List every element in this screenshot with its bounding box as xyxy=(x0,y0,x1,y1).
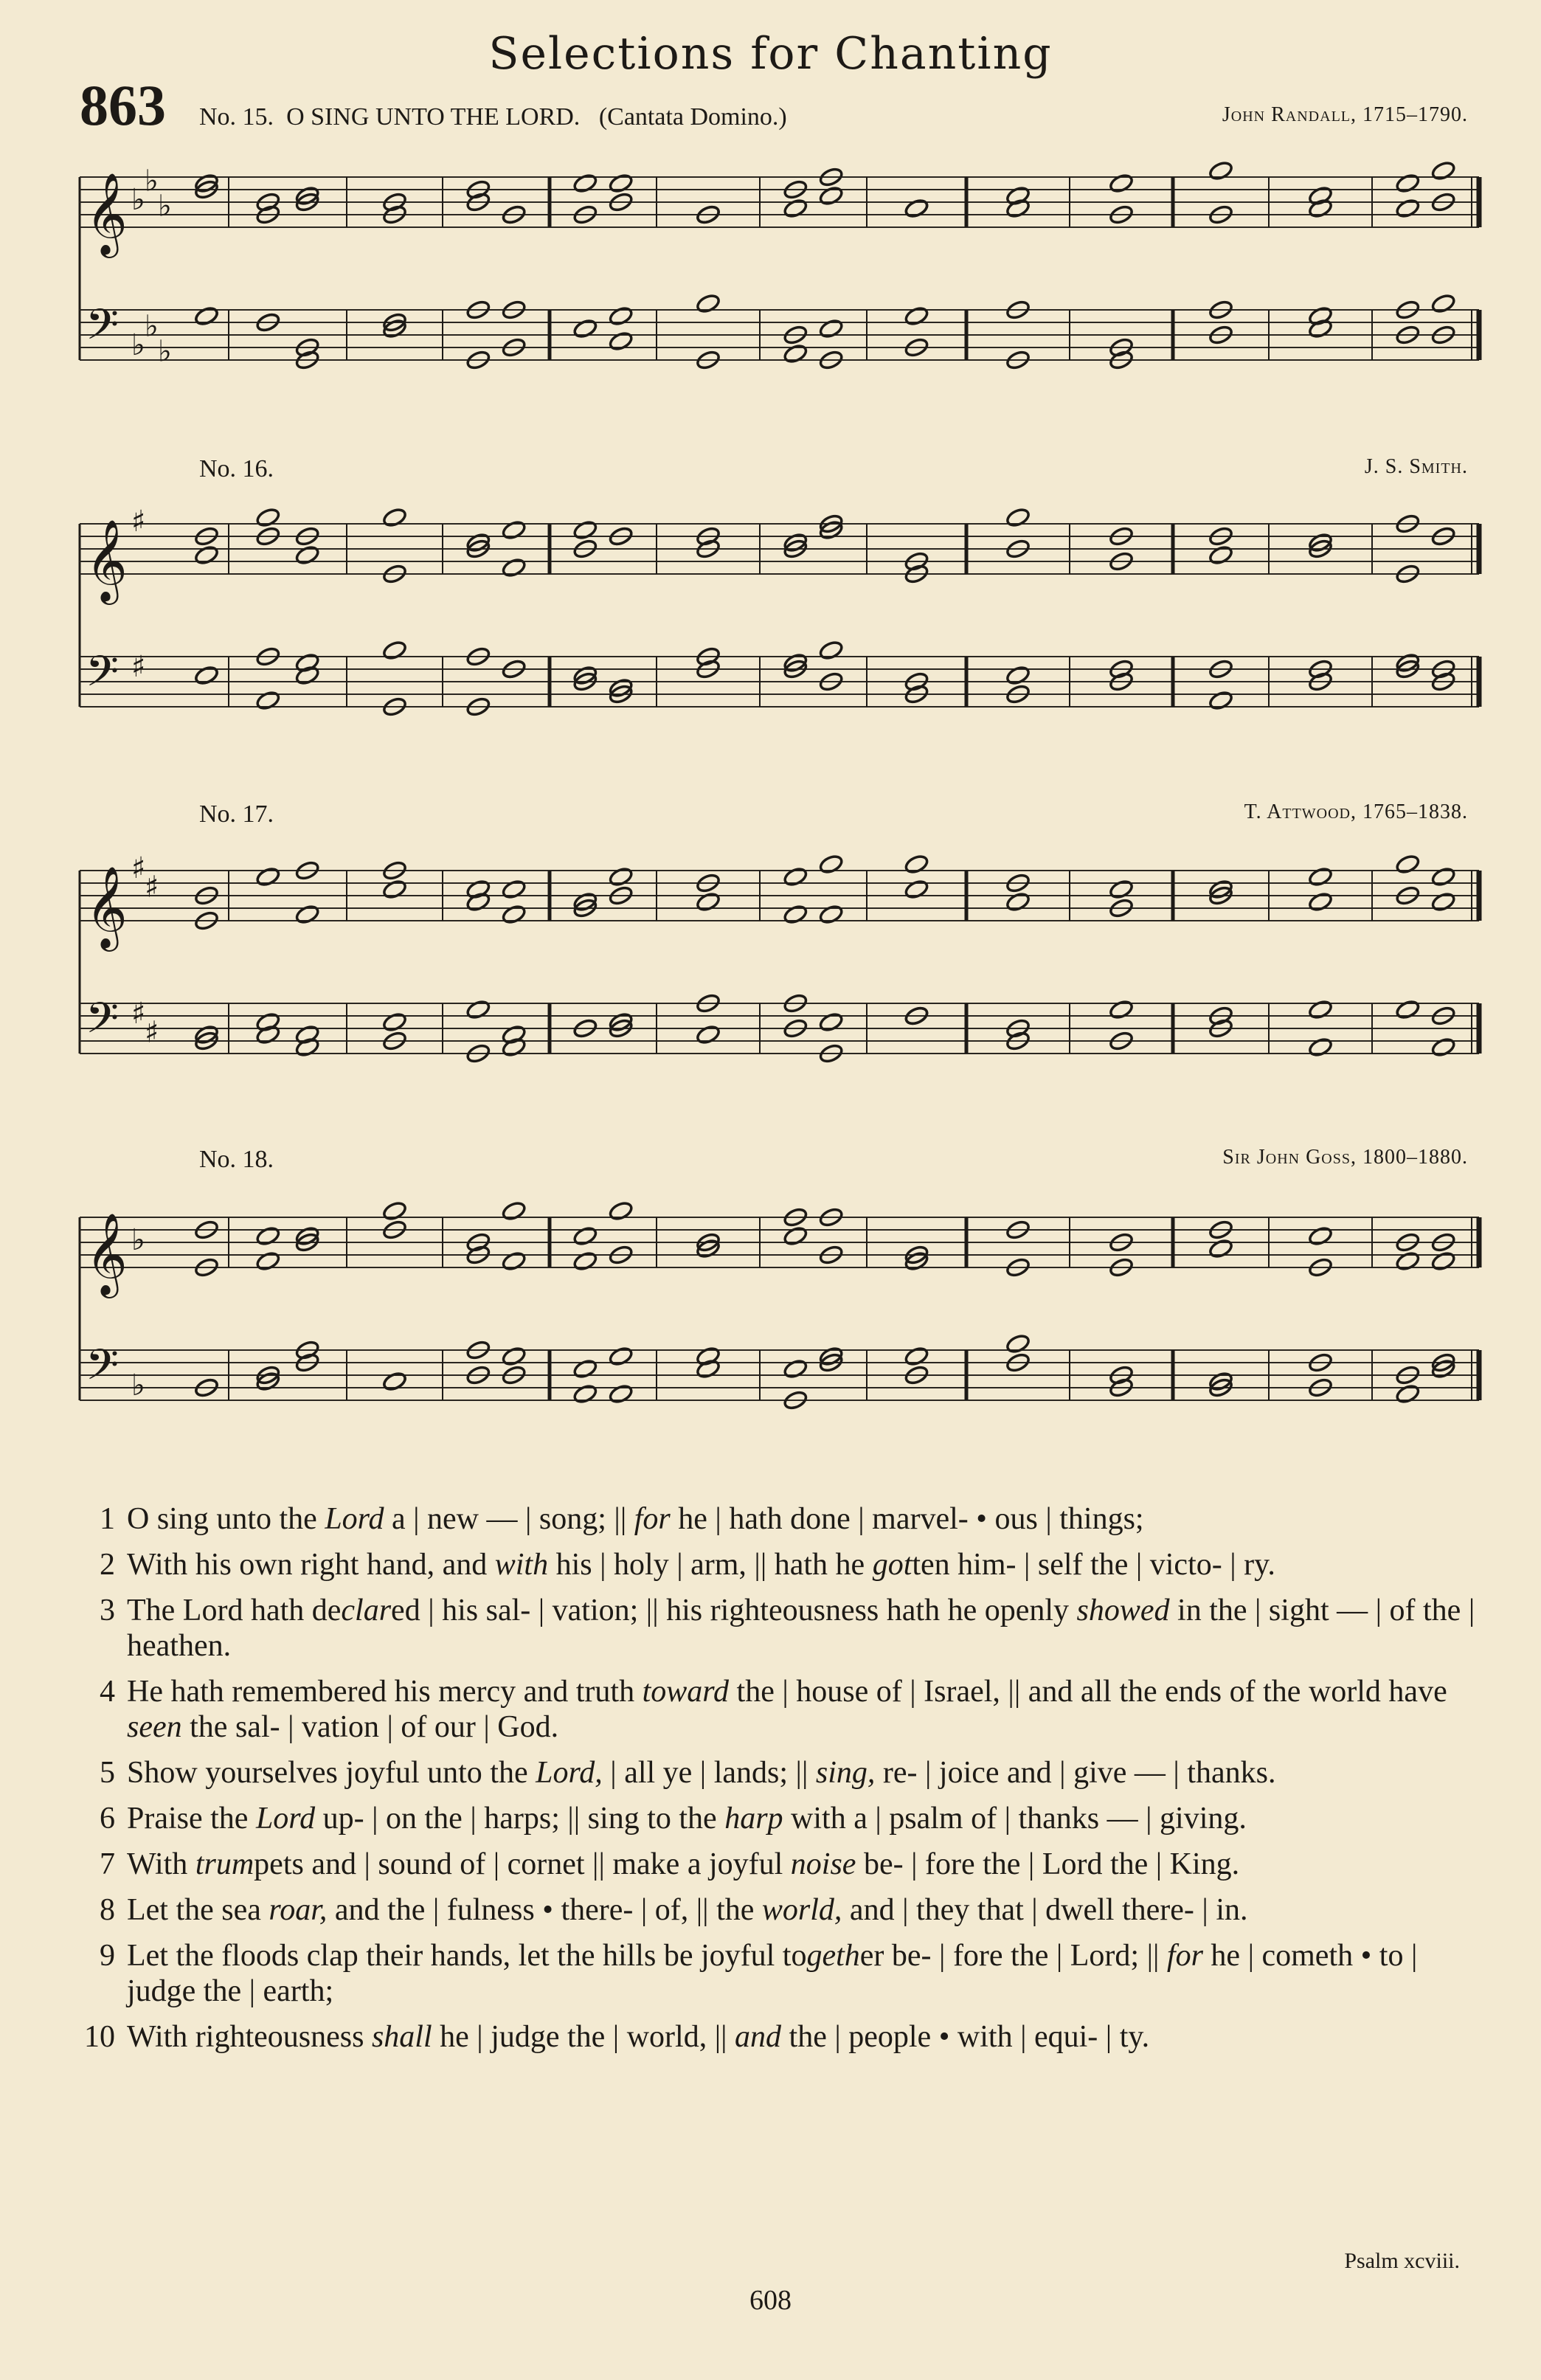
verse-number: 4 xyxy=(100,1675,115,1709)
note-head xyxy=(255,507,281,528)
bass-clef-icon: 𝄢 xyxy=(86,646,120,707)
note-head xyxy=(1208,1238,1234,1259)
note-head xyxy=(1005,891,1031,913)
page-number: 608 xyxy=(749,2285,792,2316)
note-head xyxy=(818,185,844,207)
note-head xyxy=(1430,293,1456,314)
note-head xyxy=(255,1225,281,1247)
note-head xyxy=(1308,866,1334,888)
composer-name: J. S. Smith xyxy=(1364,455,1462,478)
bass-staff xyxy=(80,293,1479,370)
note-head xyxy=(572,519,598,541)
note-head xyxy=(783,1358,808,1380)
note-head xyxy=(1430,1250,1456,1272)
note-head xyxy=(501,519,527,541)
composer-dates: 1715–1790. xyxy=(1362,103,1468,126)
verse-2 xyxy=(74,1547,1486,1582)
note-head xyxy=(255,1250,281,1272)
chant-composer xyxy=(1365,455,1468,479)
verse-5 xyxy=(74,1755,1486,1791)
verse-9 xyxy=(74,1938,1486,2009)
note-head xyxy=(572,1383,598,1405)
chant-number: No. 17. xyxy=(199,800,274,828)
chant-subtitle: (Cantata Domino.) xyxy=(598,103,787,131)
page-title: Selections for Chanting xyxy=(488,28,1053,80)
note-head xyxy=(382,640,408,661)
verse-number: 2 xyxy=(100,1548,115,1582)
note-head xyxy=(1308,1037,1334,1058)
bass-clef-icon: 𝄢 xyxy=(86,993,120,1054)
note-head xyxy=(501,557,527,578)
chant-number: No. 15. xyxy=(199,103,274,131)
flat-sign-icon: ♭ xyxy=(131,183,145,217)
verse-text: Praise the Lord up- | on the | harps; || sing to the harp with a | psalm of | thanks — | giving. xyxy=(127,1802,1247,1836)
composer-name: T. Attwood xyxy=(1244,800,1351,823)
verse-text: He hath remembered his mercy and truth toward the | house of | Israel, || and all the ends of the world have seen the sal- | vation | of our | God. xyxy=(127,1675,1447,1744)
note-head xyxy=(572,173,598,194)
composer-name: John Randall xyxy=(1222,103,1351,126)
note-head xyxy=(818,640,844,661)
note-head xyxy=(696,1024,721,1045)
composer-dates: 1765–1838. xyxy=(1362,800,1468,823)
flat-sign-icon: ♭ xyxy=(131,1223,145,1257)
note-head xyxy=(818,318,844,339)
chant-title-line xyxy=(199,800,274,828)
treble-clef-icon: 𝄞 xyxy=(86,1212,128,1295)
note-head xyxy=(1395,198,1421,219)
verses xyxy=(74,1501,1486,2065)
notes xyxy=(194,160,1456,225)
psalm-reference: Psalm xcviii. xyxy=(1344,2249,1460,2273)
chant-composer: John Randall, 1715–1790. xyxy=(1222,103,1468,126)
verse-text: Let the sea roar, and the | fulness • there- | of, || the world, and | they that | dwell there- | in. xyxy=(127,1893,1248,1927)
note-head xyxy=(904,1346,929,1367)
chant-number: No. 16. xyxy=(199,455,274,482)
note-head xyxy=(382,879,408,900)
verse-number: 7 xyxy=(100,1847,115,1881)
note-head xyxy=(608,331,634,352)
note-head xyxy=(1430,891,1456,913)
verse-6 xyxy=(74,1801,1486,1836)
note-head xyxy=(194,665,220,686)
verse-8 xyxy=(74,1892,1486,1928)
note-head xyxy=(501,904,527,925)
verse-text: Show yourselves joyful unto the Lord, | all ye | lands; || sing, re- | joice and | give — | thanks. xyxy=(127,1756,1276,1790)
note-head xyxy=(572,1250,598,1272)
note-head xyxy=(1430,160,1456,181)
flat-sign-icon: ♭ xyxy=(158,189,172,224)
note-head xyxy=(783,866,808,888)
chant-title-line xyxy=(199,1146,274,1174)
note-head xyxy=(904,198,929,219)
note-head xyxy=(818,904,844,925)
verse-text: O sing unto the Lord a | new — | song; || for he | hath done | marvel- • ous | things; xyxy=(127,1502,1144,1536)
note-head xyxy=(783,904,808,925)
note-head xyxy=(1005,507,1031,528)
note-head xyxy=(1005,665,1031,686)
treble-clef-icon: 𝄞 xyxy=(86,172,128,255)
note-head xyxy=(382,1011,408,1033)
hymn-number: 863 xyxy=(80,73,166,137)
sharp-sign-icon: ♯ xyxy=(131,650,146,684)
note-head xyxy=(1109,999,1135,1020)
verse-number: 9 xyxy=(100,1939,115,1973)
note-head xyxy=(783,198,808,219)
music-system-16 xyxy=(74,494,1490,760)
verse-text: With his own right hand, and with his | holy | arm, || hath he gotten him- | self the | victo- | ry. xyxy=(127,1548,1275,1582)
note-head xyxy=(572,1225,598,1247)
note-head xyxy=(1395,999,1421,1020)
note-head xyxy=(608,1383,634,1405)
sharp-sign-icon: ♯ xyxy=(145,1015,159,1050)
flat-sign-icon: ♭ xyxy=(145,164,159,198)
note-head xyxy=(501,1250,527,1272)
note-head xyxy=(783,1225,808,1247)
chant-number: No. 18. xyxy=(199,1146,274,1173)
verse-text: The Lord hath declared | his sal- | vation; || his righteousness hath he openly showed in the | sight — | of the | heathen. xyxy=(127,1594,1475,1663)
treble-staff xyxy=(80,851,1479,952)
treble-staff xyxy=(80,1200,1479,1298)
composer-name: Sir John Goss xyxy=(1222,1146,1351,1169)
note-head xyxy=(608,866,634,888)
note-head xyxy=(818,1011,844,1033)
chant-title-line xyxy=(199,103,787,131)
music-system-18 xyxy=(74,1188,1490,1453)
verse-7 xyxy=(74,1847,1486,1882)
verse-text: Let the floods clap their hands, let the hills be joyful together be- | fore the | Lord; || for he | cometh • to | judge the | earth; xyxy=(127,1939,1418,2008)
composer-dates: . xyxy=(1462,455,1468,478)
note-head xyxy=(696,891,721,913)
note-head xyxy=(1395,1383,1421,1405)
note-head xyxy=(1005,1333,1031,1355)
chant-composer: Sir John Goss, 1800–1880. xyxy=(1222,1146,1468,1169)
note-head xyxy=(194,544,220,566)
note-head xyxy=(1109,173,1135,194)
flat-sign-icon: ♭ xyxy=(131,328,145,362)
note-head xyxy=(1308,1225,1334,1247)
notes xyxy=(194,1333,1456,1411)
composer-dates: 1800–1880. xyxy=(1362,1146,1468,1169)
bass-clef-icon: 𝄢 xyxy=(86,300,120,360)
notes xyxy=(194,640,1456,717)
note-head xyxy=(608,1200,634,1222)
verse-number: 10 xyxy=(84,2020,115,2054)
note-head xyxy=(501,879,527,900)
note-head xyxy=(294,544,320,566)
notes xyxy=(194,293,1456,370)
note-head xyxy=(1109,879,1135,900)
sharp-sign-icon: ♯ xyxy=(131,505,146,539)
flat-sign-icon: ♭ xyxy=(131,1369,145,1402)
verse-3 xyxy=(74,1593,1486,1664)
verse-1 xyxy=(74,1501,1486,1537)
note-head xyxy=(696,293,721,314)
verse-number: 6 xyxy=(100,1802,115,1836)
note-head xyxy=(1395,854,1421,875)
note-head xyxy=(382,1371,408,1392)
note-head xyxy=(1308,999,1334,1020)
note-head xyxy=(1430,1037,1456,1058)
treble-clef-icon: 𝄞 xyxy=(86,519,128,601)
note-head xyxy=(1208,690,1234,711)
note-head xyxy=(608,1346,634,1367)
bass-staff xyxy=(80,993,1479,1065)
note-head xyxy=(1208,160,1234,181)
note-head xyxy=(294,904,320,925)
note-head xyxy=(465,999,491,1020)
note-head xyxy=(1430,866,1456,888)
note-head xyxy=(1395,173,1421,194)
chant-composer: T. Attwood, 1765–1838. xyxy=(1244,800,1468,823)
note-head xyxy=(904,305,929,327)
verse-number: 1 xyxy=(100,1502,115,1536)
verse-10 xyxy=(74,2019,1486,2055)
chant-title-line xyxy=(199,455,274,483)
flat-sign-icon: ♭ xyxy=(145,309,159,344)
verse-4 xyxy=(74,1674,1486,1745)
note-head xyxy=(1208,544,1234,566)
flat-sign-icon: ♭ xyxy=(158,334,172,369)
treble-staff xyxy=(80,160,1479,258)
verse-text: With trumpets and | sound of | cornet || make a joyful noise be- | fore the | Lord the | King. xyxy=(127,1847,1240,1881)
note-head xyxy=(608,305,634,327)
note-head xyxy=(1308,891,1334,913)
note-head xyxy=(904,879,929,900)
sharp-sign-icon: ♯ xyxy=(145,870,159,904)
note-head xyxy=(904,854,929,875)
treble-staff xyxy=(80,505,1479,605)
verse-number: 3 xyxy=(100,1594,115,1627)
note-head xyxy=(818,854,844,875)
note-head xyxy=(572,318,598,339)
note-head xyxy=(255,690,281,711)
note-head xyxy=(608,173,634,194)
verse-number: 5 xyxy=(100,1756,115,1790)
chant-title: O SING UNTO THE LORD. xyxy=(286,103,581,131)
note-head xyxy=(194,305,220,327)
note-head xyxy=(382,507,408,528)
bass-staff xyxy=(80,640,1479,717)
notes xyxy=(194,1200,1456,1278)
sharp-sign-icon: ♯ xyxy=(131,851,146,885)
treble-clef-icon: 𝄞 xyxy=(86,865,128,948)
note-head xyxy=(255,866,281,888)
note-head xyxy=(501,1200,527,1222)
music-system-15 xyxy=(74,148,1490,413)
note-head xyxy=(783,343,808,364)
sharp-sign-icon: ♯ xyxy=(131,997,146,1031)
note-head xyxy=(1395,1250,1421,1272)
music-system-17 xyxy=(74,841,1490,1107)
verse-text: With righteousness shall he | judge the | world, || and the | people • with | equi- | ty. xyxy=(127,2020,1150,2054)
notes xyxy=(194,854,1456,931)
bass-clef-icon: 𝄢 xyxy=(86,1340,120,1400)
bass-staff xyxy=(80,1333,1479,1411)
note-head xyxy=(382,1200,408,1222)
notes xyxy=(194,507,1456,584)
note-head xyxy=(572,1358,598,1380)
verse-number: 8 xyxy=(100,1893,115,1927)
note-head xyxy=(501,1346,527,1367)
